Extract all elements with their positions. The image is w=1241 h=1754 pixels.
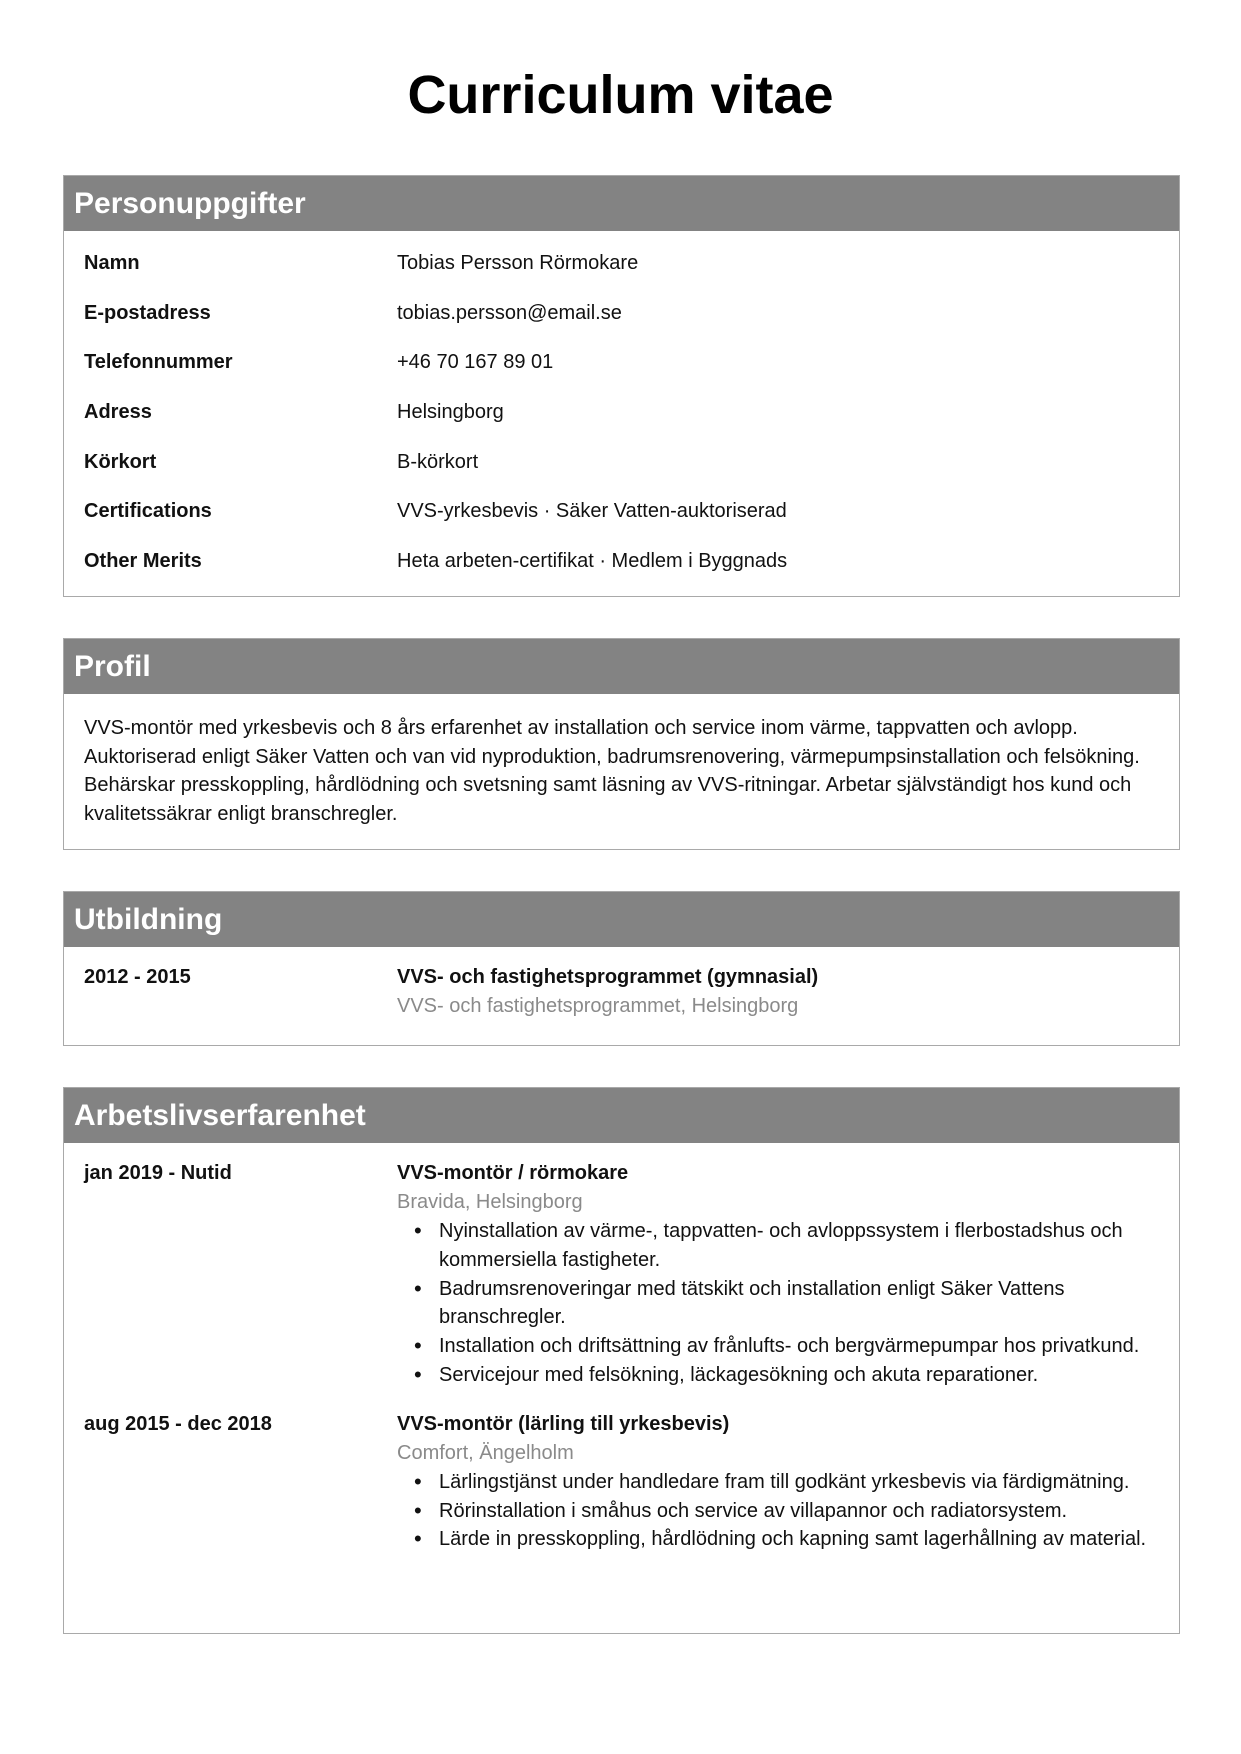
info-row-address: [84, 400, 1159, 450]
experience-entry: [84, 1159, 1159, 1390]
info-value: Heta arbeten-certifikat · Medlem i Byggnads: [397, 550, 788, 573]
info-row-certifications: [84, 499, 1159, 549]
entry-date: aug 2015 - dec 2018: [84, 1412, 272, 1435]
experience-entry: [84, 1410, 1159, 1554]
task-item: • Lärlingstjänst under handledare fram till godkänt yrkesbevis via färdigmätning.: [439, 1468, 1159, 1497]
profile-text: VVS-montör med yrkesbevis och 8 års erfarenhet av installation och service inom värme, tappvatten och avlopp. Auktoriserad enligt Säker Vatten och van vid nyproduktion, badrumsrenovering, värmepumpsinstallation och felsökning. Behärskar presskoppling, hårdlödning och svetsning samt läsning av VVS-ritningar. Arbetar självständigt hos kund och kvalitetssäkrar enligt branschregler.: [84, 717, 1140, 825]
info-label: E-postadress: [84, 301, 211, 324]
info-value: Tobias Persson Rörmokare: [397, 252, 639, 274]
task-item: • Servicejour med felsökning, läckagesökning och akuta reparationer.: [439, 1361, 1159, 1390]
education-entry: [84, 963, 1159, 1021]
task-item: • Badrumsrenoveringar med tätskikt och installation enligt Säker Vattens branschregler.: [439, 1275, 1159, 1333]
task-item: • Nyinstallation av värme-, tappvatten- och avloppssystem i flerbostadshus och kommersiella fastigheter.: [439, 1217, 1159, 1275]
task-item: • Lärde in presskoppling, hårdlödning och kapning samt lagerhållning av material.: [439, 1525, 1159, 1554]
section-heading-education: Utbildning: [64, 892, 1179, 947]
entry-subtitle: Comfort, Ängelholm: [397, 1441, 574, 1464]
entry-date: 2012 - 2015: [84, 966, 191, 988]
task-item: • Installation och driftsättning av frånlufts- och bergvärmepumpar hos privatkund.: [439, 1332, 1159, 1361]
info-label: Telefonnummer: [84, 351, 233, 374]
info-row-license: [84, 450, 1159, 500]
entry-subtitle: Bravida, Helsingborg: [397, 1191, 583, 1213]
info-value: +46 70 167 89 01: [397, 351, 554, 374]
education-section: [63, 891, 1180, 1046]
info-label: Adress: [84, 401, 152, 424]
page-title: Curriculum vitae: [407, 65, 834, 125]
info-label: Other Merits: [84, 550, 202, 573]
personal-section: [63, 175, 1180, 597]
section-heading-profile: Profil: [64, 639, 1179, 694]
info-row-email: [84, 301, 1159, 351]
entry-title: VVS- och fastighetsprogrammet (gymnasial): [397, 966, 819, 988]
info-value: B-körkort: [397, 450, 479, 473]
info-value: Helsingborg: [397, 401, 504, 424]
section-heading-experience: Arbetslivserfarenhet: [64, 1088, 1179, 1143]
task-list: [397, 1468, 1159, 1554]
entry-title: VVS-montör / rörmokare: [397, 1162, 629, 1184]
info-row-other-merits: [84, 549, 1159, 599]
experience-section: [63, 1087, 1180, 1634]
info-row-phone: [84, 350, 1159, 400]
info-label: Certifications: [84, 500, 212, 523]
info-value: tobias.persson@email.se: [397, 301, 622, 324]
task-item: • Rörinstallation i småhus och service av villapannor och radiatorsystem.: [439, 1497, 1159, 1526]
info-label: Körkort: [84, 450, 157, 473]
info-row-name: [84, 251, 1159, 301]
info-label: Namn: [84, 252, 140, 274]
entry-date: jan 2019 - Nutid: [84, 1162, 232, 1184]
task-list: [397, 1217, 1159, 1390]
section-heading-personal: Personuppgifter: [64, 176, 1179, 231]
entry-subtitle: VVS- och fastighetsprogrammet, Helsingborg: [397, 995, 799, 1017]
profile-section: [63, 638, 1180, 850]
entry-title: VVS-montör (lärling till yrkesbevis): [397, 1412, 730, 1435]
info-value: VVS-yrkesbevis · Säker Vatten-auktoriserad: [397, 500, 787, 523]
